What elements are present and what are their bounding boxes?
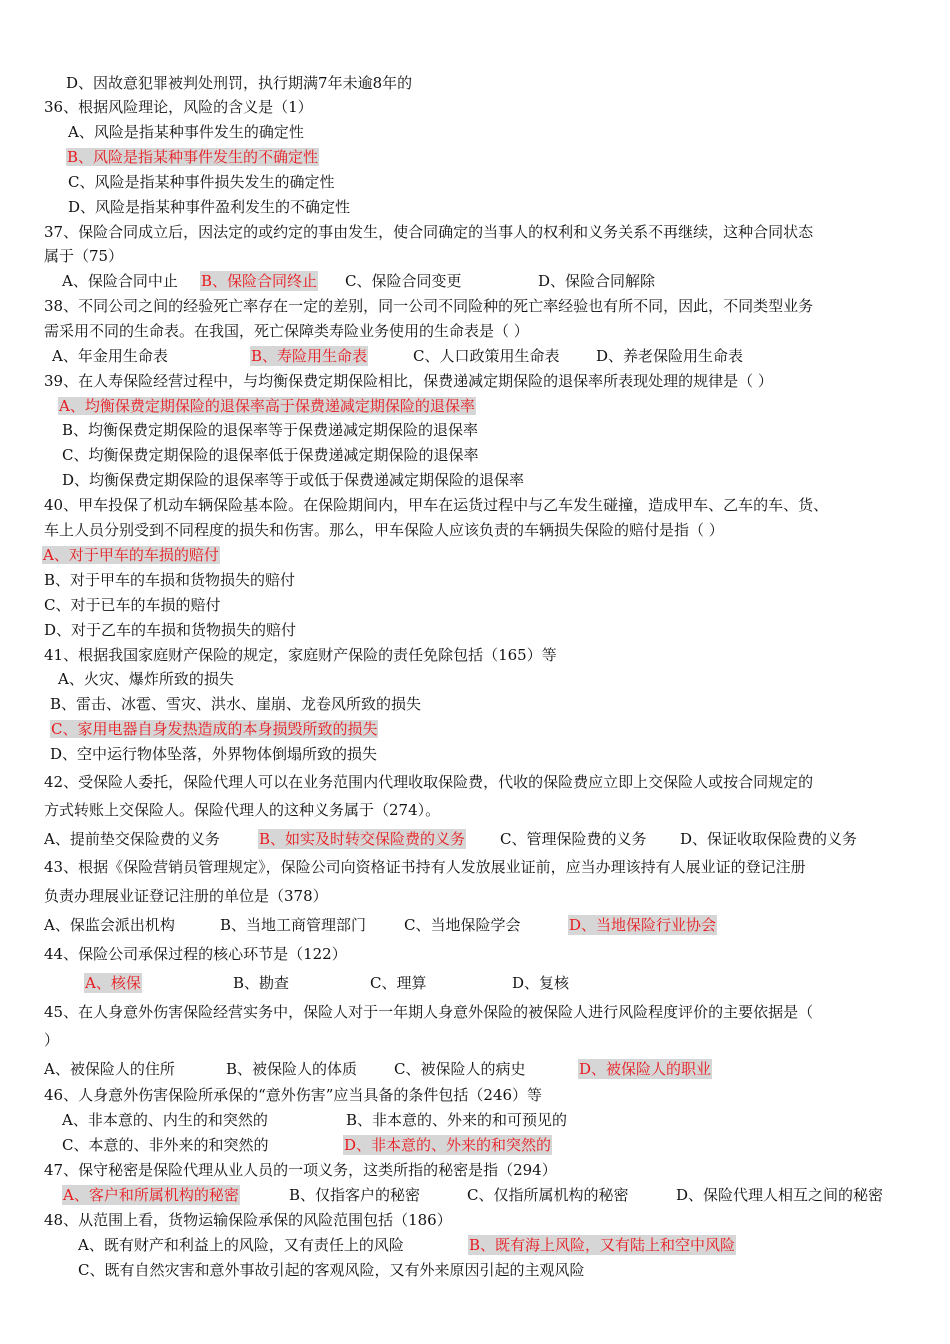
q46-option-b: B、非本意的、外来的和可预见的 [346,1111,568,1129]
q36-stem: 36、根据风险理论，风险的含义是（1） [44,98,313,116]
q45-option-a: A、被保险人的住所 [44,1060,175,1078]
q40-option-b: B、对于甲车的车损和货物损失的赔付 [44,571,296,589]
q40-stem-line1: 40、甲车投保了机动车辆保险基本险。在保险期间内，甲车在运货过程中与乙车发生碰撞，造成甲车、乙车的车、货、 [44,496,829,514]
q43-option-b: B、当地工商管理部门 [220,916,367,934]
q38-stem-line1: 38、不同公司之间的经验死亡率存在一定的差别，同一公司不同险种的死亡率经验也有所不同，因此，不同类型业务 [44,297,814,315]
q42-stem-line1: 42、受保险人委托，保险代理人可以在业务范围内代理收取保险费，代收的保险费应立即上交保险人或按合同规定的 [44,773,814,791]
q44-option-d: D、复核 [512,974,570,992]
answer-highlight: A、对于甲车的车损的赔付 [43,546,219,564]
q39-option-a-answer [58,396,476,416]
q38-stem-line2: 需采用不同的生命表。在我国，死亡保障类寿险业务使用的生命表是（ ） [44,322,529,340]
q44-option-a-answer: A、核保 [85,974,141,992]
q48-option-c: C、既有自然灾害和意外事故引起的客观风险，又有外来原因引起的主观风险 [78,1261,585,1279]
q39-option-b: B、均衡保费定期保险的退保率等于保费递减定期保险的退保率 [62,421,479,439]
q37-option-b-answer: B、保险合同终止 [201,272,318,290]
q42-option-d: D、保证收取保险费的义务 [680,830,858,848]
q43-option-c: C、当地保险学会 [404,916,521,934]
q41-option-a: A、火灾、爆炸所致的损失 [58,670,234,688]
q42-option-b-answer: B、如实及时转交保险费的义务 [259,830,466,848]
q42-option-c: C、管理保险费的义务 [500,830,647,848]
q47-option-c: C、仅指所属机构的秘密 [467,1186,629,1204]
q46-options-row2 [0,1135,950,1155]
q39-stem: 39、在人寿保险经营过程中，与均衡保费定期保险相比，保费递减定期保险的退保率所表现处理的规律是（ ） [44,372,773,390]
q45-stem-line2: ） [44,1031,60,1049]
q41-stem: 41、根据我国家庭财产保险的规定，家庭财产保险的责任免除包括（165）等 [44,646,557,664]
q47-option-b: B、仅指客户的秘密 [289,1186,421,1204]
q38-option-b-answer: B、寿险用生命表 [251,347,368,365]
q37-stem-line1: 37、保险合同成立后，因法定的或约定的事由发生，使合同确定的当事人的权利和义务关系不再继续，这种合同状态 [44,223,814,241]
q38-option-c: C、人口政策用生命表 [413,347,560,365]
q37-stem-line2: 属于（75） [44,247,124,265]
q40-option-d: D、对于乙车的车损和货物损失的赔付 [44,621,297,639]
q45-option-d-answer: D、被保险人的职业 [579,1060,712,1078]
q41-option-c-answer [50,719,378,739]
q44-option-b: B、勘查 [233,974,290,992]
q47-option-d: D、保险代理人相互之间的秘密 [676,1186,884,1204]
q47-options [0,1185,950,1205]
q40-stem-line2: 车上人员分别受到不同程度的损失和伤害。那么，甲车保险人应该负责的车辆损失保险的赔付是指（ ） [44,521,724,539]
q44-option-c: C、理算 [370,974,427,992]
q45-stem-line1: 45、在人身意外伤害保险经营实务中，保险人对于一年期人身意外保险的被保险人进行风险程度评价的主要依据是（ [44,1003,814,1021]
q40-option-c: C、对于已车的车损的赔付 [44,596,221,614]
q38-option-d: D、养老保险用生命表 [596,347,744,365]
answer-highlight: C、家用电器自身发热造成的本身损毁所致的损失 [51,720,378,738]
answer-highlight: B、风险是指某种事件发生的不确定性 [67,148,319,166]
q48-stem: 48、从范围上看，货物运输保险承保的风险范围包括（186） [44,1211,452,1229]
q39-option-d: D、均衡保费定期保险的退保率等于或低于保费递减定期保险的退保率 [62,471,525,489]
q43-stem-line2: 负责办理展业证登记注册的单位是（378） [44,887,328,905]
q36-option-d: D、风险是指某种事件盈利发生的不确定性 [68,198,351,216]
q43-stem-line1: 43、根据《保险营销员管理规定》，保险公司向资格证书持有人发放展业证前，应当办理该持有人展业证的登记注册 [44,858,806,876]
q37-option-d: D、保险合同解除 [538,272,656,290]
q46-option-a: A、非本意的、内生的和突然的 [62,1111,268,1129]
answer-highlight: A、均衡保费定期保险的退保率高于保费递减定期保险的退保率 [59,397,475,415]
q47-option-a-answer: A、客户和所属机构的秘密 [63,1186,239,1204]
q43-option-d-answer: D、当地保险行业协会 [569,916,717,934]
q40-option-a-answer [42,545,220,565]
q41-option-b: B、雷击、冰雹、雪灾、洪水、崖崩、龙卷风所致的损失 [50,695,422,713]
q46-options-row1 [0,1110,950,1130]
q43-option-a: A、保监会派出机构 [44,916,175,934]
q42-option-a: A、提前垫交保险费的义务 [44,830,220,848]
q48-option-a: A、既有财产和利益上的风险，又有责任上的风险 [78,1236,404,1254]
q47-stem: 47、保守秘密是保险代理从业人员的一项义务，这类所指的秘密是指（294） [44,1161,557,1179]
q45-options [0,1059,950,1079]
q37-options [0,271,950,291]
q38-options [0,346,950,366]
q37-option-a: A、保险合同中止 [62,272,178,290]
q46-option-d-answer: D、非本意的、外来的和突然的 [344,1136,552,1154]
q36-option-a: A、风险是指某种事件发生的确定性 [68,123,304,141]
q36-option-b-answer [66,147,319,167]
q35-option-d: D、因故意犯罪被判处刑罚，执行期满7年未逾8年的 [66,74,413,92]
q44-options [0,973,950,993]
q36-option-c: C、风险是指某种事件损失发生的确定性 [68,173,335,191]
q46-option-c: C、本意的、非外来的和突然的 [62,1136,269,1154]
q44-stem: 44、保险公司承保过程的核心环节是（122） [44,945,347,963]
q48-option-b-answer: B、既有海上风险，又有陆上和空中风险 [469,1236,736,1254]
q41-option-d: D、空中运行物体坠落，外界物体倒塌所致的损失 [50,745,378,763]
q37-option-c: C、保险合同变更 [345,272,462,290]
q45-option-c: C、被保险人的病史 [394,1060,526,1078]
q48-options-row1 [0,1235,950,1255]
q42-options [0,829,950,849]
q39-option-c: C、均衡保费定期保险的退保率低于保费递减定期保险的退保率 [62,446,479,464]
q42-stem-line2: 方式转账上交保险人。保险代理人的这种义务属于（274）。 [44,801,441,819]
q38-option-a: A、年金用生命表 [52,347,168,365]
q43-options [0,915,950,935]
q46-stem: 46、人身意外伤害保险所承保的“意外伤害”应当具备的条件包括（246）等 [44,1086,543,1104]
q45-option-b: B、被保险人的体质 [226,1060,358,1078]
